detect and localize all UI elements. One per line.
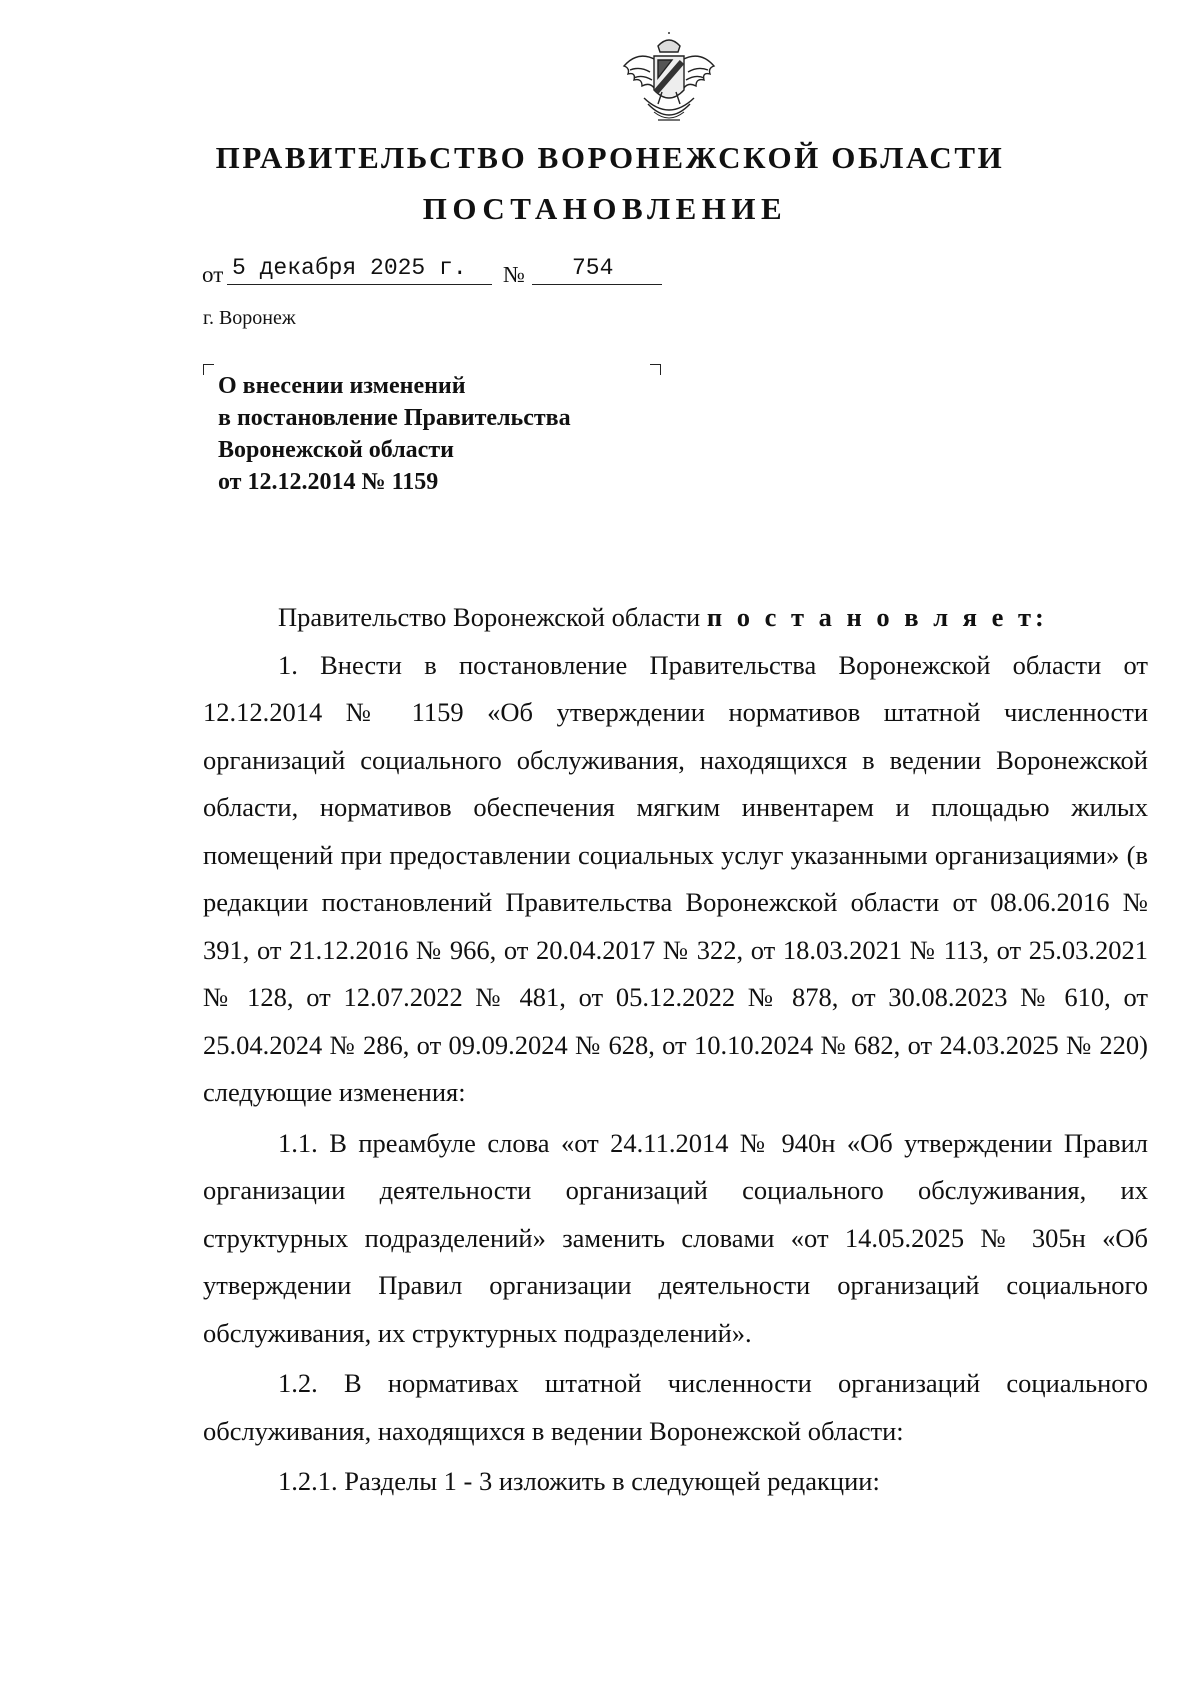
paragraph-1-2: 1.2. В нормативах штатной численности организаций социального обслуживания, находящихся в ведении Воронежской области: [203, 1368, 1148, 1446]
subject-line: от 12.12.2014 № 1159 [218, 469, 439, 495]
document-date: 5 декабря 2025 г. [232, 255, 467, 281]
document-kind: ПОСТАНОВЛЕНИЕ [422, 191, 788, 226]
coat-of-arms-icon [618, 32, 720, 130]
subject-line: О внесении изменений [218, 373, 466, 399]
document-subject [218, 370, 571, 498]
subject-corner-right [650, 364, 661, 375]
date-from-label: от [202, 262, 224, 287]
subject-line: в постановление Правительства [218, 405, 571, 431]
paragraph-1-2-1: 1.2.1. Разделы 1 - 3 изложить в следующей редакции: [278, 1466, 880, 1496]
number-underline [532, 284, 662, 285]
number-label: № [503, 262, 525, 287]
subject-corner-left [203, 364, 214, 375]
document-number: 754 [572, 255, 614, 281]
document-body [203, 594, 1148, 1506]
preamble [203, 594, 1148, 642]
subject-line: Воронежской области [218, 437, 454, 463]
preamble-text: Правительство Воронежской области [278, 602, 707, 632]
paragraph-1-1: 1.1. В преамбуле слова «от 24.11.2014 № 940н «Об утверждении Правил организации деятельности организаций социального обслуживания, их структурных подразделений» заменить словами «от 14.05.2025 № 305н «Об утверждении Правил организации деятельности организаций социального обслуживания, их структурных подразделений». [203, 1127, 1148, 1348]
preamble-verb: п о с т а н о в л я е т: [706, 602, 1048, 632]
registration-line [202, 254, 672, 288]
date-underline [227, 284, 492, 285]
paragraph-1: 1. Внести в постановление Правительства Воронежской области от 12.12.2014 № 1159 «Об утверждении нормативов штатной численности организаций социального обслуживания, находящихся в ведении Воронежской области, нормативов обеспечения мягким инвентарем и площадью жилых помещений при предоставлении социальных услуг указанными организациями» (в редакции постановлений Правительства Воронежской области от 08.06.2016 № 391, от 21.12.2016 № 966, от 20.04.2017 № 322, от 18.03.2021 № 113, от 25.03.2021 № 128, от 12.07.2022 № 481, от 05.12.2022 № 878, от 30.08.2023 № 610, от 25.04.2024 № 286, от 09.09.2024 № 628, от 10.10.2024 № 682, от 24.03.2025 № 220) следующие изменения: [203, 649, 1148, 1107]
government-title: ПРАВИТЕЛЬСТВО ВОРОНЕЖСКОЙ ОБЛАСТИ [215, 140, 1005, 175]
city: г. Воронеж [203, 307, 296, 329]
